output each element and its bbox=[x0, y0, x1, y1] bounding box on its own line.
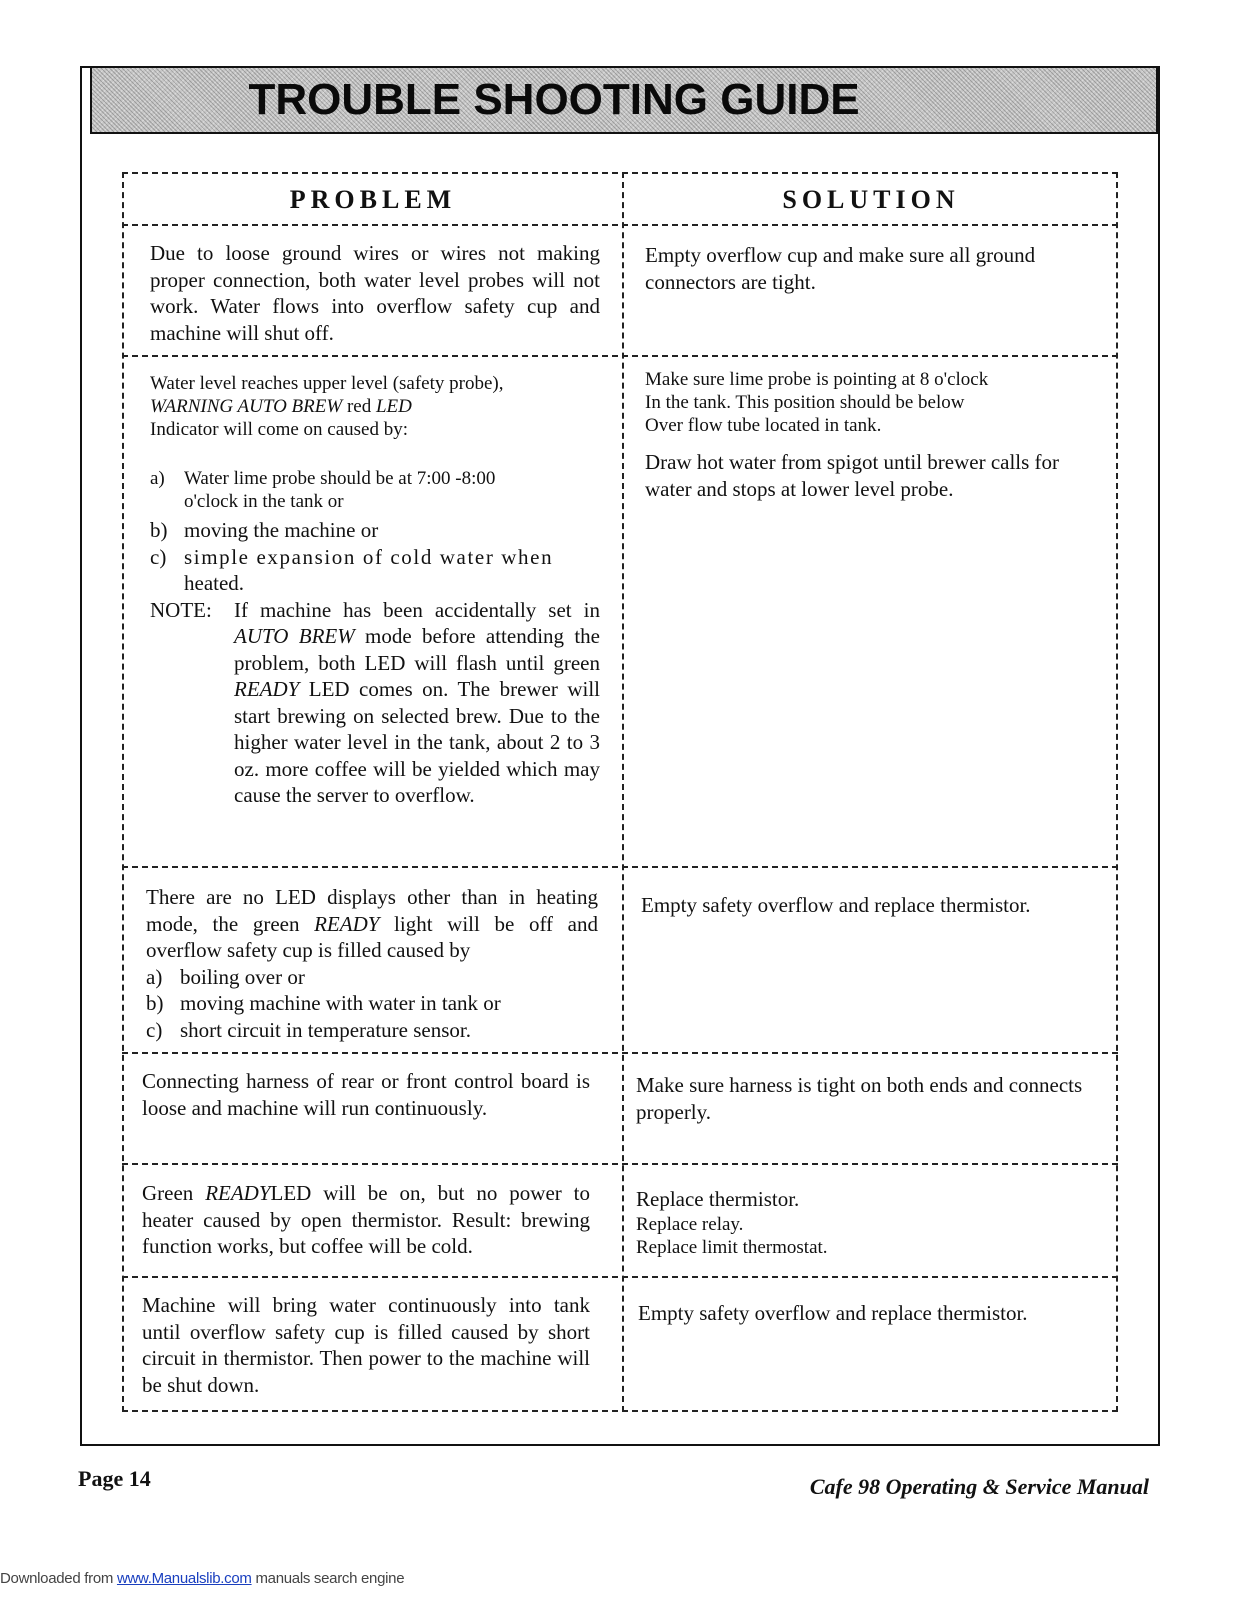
list-item: c) simple expansion of cold water when bbox=[150, 544, 554, 569]
solution-cell-4 bbox=[636, 1072, 1086, 1125]
list-item: a) Water lime probe should be at 7:00 -8:00 bbox=[150, 468, 496, 489]
manual-title: Cafe 98 Operating & Service Manual bbox=[809, 1474, 1149, 1499]
page-title: TROUBLE SHOOTING GUIDE bbox=[248, 75, 860, 124]
column-divider bbox=[622, 172, 624, 1412]
solution-text: Replace thermistor. bbox=[636, 1187, 800, 1211]
solution-cell-5 bbox=[636, 1186, 1096, 1259]
list-item-continuation: heated. bbox=[184, 571, 245, 595]
problem-text: Machine will bring water continuously into tank until overflow safety cup is filled caused by short circuit in thermistor. Then power to the machine will be shut down. bbox=[142, 1293, 590, 1397]
problem-cell-1 bbox=[150, 240, 600, 346]
title-banner bbox=[90, 66, 1158, 134]
row-divider bbox=[122, 1276, 1118, 1278]
problem-text: Indicator will come on caused by: bbox=[150, 419, 409, 440]
problem-cell-4 bbox=[142, 1068, 590, 1121]
problem-cell-3 bbox=[146, 884, 598, 1043]
solution-text: Draw hot water from spigot until brewer calls for water and stops at lower level probe. bbox=[645, 450, 1060, 501]
list-item-continuation: o'clock in the tank or bbox=[184, 491, 344, 512]
problem-text: Connecting harness of rear or front control board is loose and machine will run continuously. bbox=[142, 1069, 590, 1120]
solution-cell-6 bbox=[638, 1300, 1098, 1327]
download-notice: Downloaded from www.Manualslib.com manuals search engine bbox=[0, 1570, 405, 1587]
solution-text: Make sure harness is tight on both ends and connects properly. bbox=[636, 1073, 1083, 1124]
solution-text: Replace relay. bbox=[636, 1213, 744, 1235]
solution-text: In the tank. This position should be below bbox=[645, 392, 965, 413]
problem-text: Water level reaches upper level (safety probe), bbox=[150, 373, 504, 394]
note: NOTE: If machine has been accidentally set in AUTO BREW mode before attending the problem, both LED will flash until green READY LED comes on. The brewer will start brewing on selected brew. Due to the higher water level in the tank, about 2 to 3 oz. more coffee will be yielded which may cause the server to overflow. bbox=[150, 597, 600, 807]
solution-cell-1 bbox=[645, 242, 1095, 295]
problem-text: There are no LED displays other than in heating mode, the green READY light will be off and overflow safety cup is filled caused by bbox=[146, 885, 598, 962]
problem-text: Green READYLED will be on, but no power to heater caused by open thermistor. Result: brewing function works, but coffee will be cold. bbox=[142, 1181, 590, 1258]
list-item: b) moving machine with water in tank or bbox=[146, 991, 501, 1015]
solution-text: Replace limit thermostat. bbox=[636, 1236, 828, 1258]
solution-cell-3 bbox=[641, 892, 1101, 919]
page-number: Page 14 bbox=[78, 1466, 151, 1491]
row-divider bbox=[122, 1052, 1118, 1054]
row-divider bbox=[122, 224, 1118, 226]
solution-text: Empty safety overflow and replace thermistor. bbox=[641, 893, 1031, 917]
problem-cell-2 bbox=[150, 372, 600, 809]
solution-header: SOLUTION bbox=[782, 185, 960, 214]
row-divider bbox=[122, 866, 1118, 868]
solution-text: Empty safety overflow and replace thermistor. bbox=[638, 1301, 1028, 1325]
problem-cell-5 bbox=[142, 1180, 590, 1260]
solution-text: Empty overflow cup and make sure all ground connectors are tight. bbox=[645, 243, 1036, 294]
row-divider bbox=[122, 1163, 1118, 1165]
problem-text: Due to loose ground wires or wires not making proper connection, both water level probes will not work. Water flows into overflow safety cup and machine will shut off. bbox=[150, 241, 600, 345]
problem-text: WARNING AUTO BREW red LED bbox=[150, 396, 412, 417]
manualslib-link[interactable]: www.Manualslib.com bbox=[116, 1570, 252, 1587]
solution-cell-2 bbox=[645, 368, 1105, 502]
solution-text: Over flow tube located in tank. bbox=[645, 415, 882, 436]
row-divider bbox=[122, 355, 1118, 357]
solution-text: Make sure lime probe is pointing at 8 o'clock bbox=[645, 369, 989, 390]
list-item: b) moving the machine or bbox=[150, 518, 379, 542]
list-item: c) short circuit in temperature sensor. bbox=[146, 1017, 471, 1042]
list-item: a) boiling over or bbox=[146, 964, 305, 989]
problem-header: PROBLEM bbox=[289, 185, 457, 214]
problem-cell-6 bbox=[142, 1292, 590, 1398]
